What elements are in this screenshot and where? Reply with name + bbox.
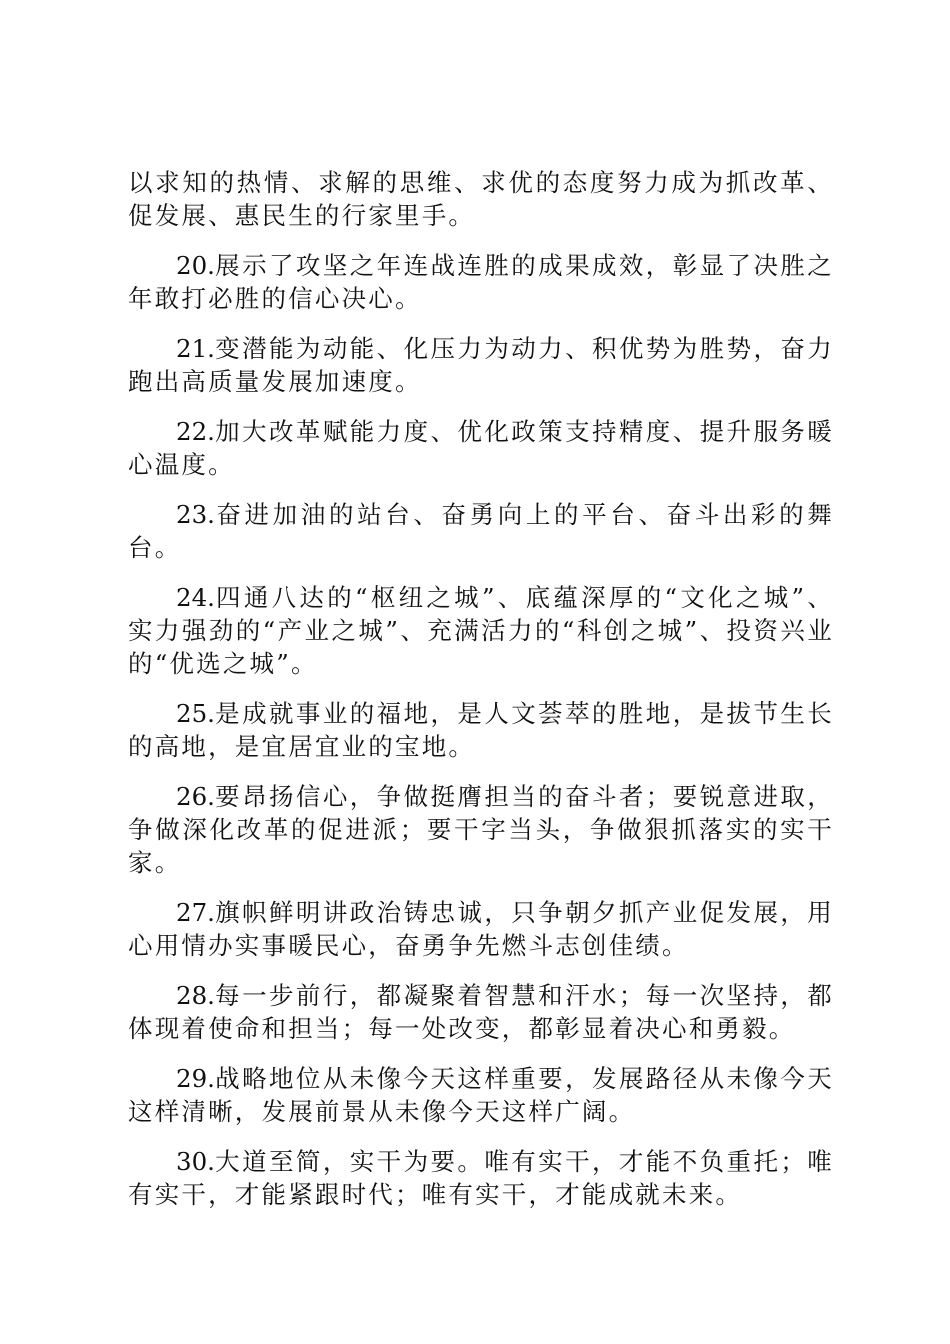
- paragraph-21: [128, 332, 834, 398]
- paragraph-28: [128, 979, 834, 1045]
- paragraph-30: [128, 1145, 834, 1211]
- paragraph-number: 21.: [176, 334, 215, 363]
- paragraph-19-continuation: [128, 166, 834, 232]
- paragraph-text: 加大改革赋能力度、优化政策支持精度、提升服务暖心温度。: [128, 417, 834, 479]
- paragraph-number: 27.: [176, 898, 215, 927]
- paragraph-text: 旗帜鲜明讲政治铸忠诚，只争朝夕抓产业促发展，用心用情办实事暖民心，奋勇争先燃斗志创佳绩。: [128, 898, 834, 960]
- paragraph-text: 每一步前行，都凝聚着智慧和汗水；每一次坚持，都体现着使命和担当；每一处改变，都彰显着决心和勇毅。: [128, 981, 834, 1043]
- paragraph-text: 以求知的热情、求解的思维、求优的态度努力成为抓改革、促发展、惠民生的行家里手。: [128, 168, 834, 230]
- paragraph-24: [128, 581, 834, 680]
- paragraph-text: 要昂扬信心，争做挺膺担当的奋斗者；要锐意进取，争做深化改革的促进派；要干字当头，争做狠抓落实的实干家。: [128, 782, 834, 877]
- paragraph-text: 战略地位从未像今天这样重要，发展路径从未像今天这样清晰，发展前景从未像今天这样广阔。: [128, 1064, 834, 1126]
- paragraph-text: 奋进加油的站台、奋勇向上的平台、奋斗出彩的舞台。: [128, 500, 834, 562]
- paragraph-text: 展示了攻坚之年连战连胜的成果成效，彰显了决胜之年敢打必胜的信心决心。: [128, 251, 834, 313]
- paragraph-number: 25.: [176, 699, 215, 728]
- paragraph-22: [128, 415, 834, 481]
- paragraph-number: 20.: [176, 251, 215, 280]
- paragraph-number: 29.: [176, 1064, 215, 1093]
- paragraph-number: 30.: [176, 1147, 215, 1176]
- paragraph-text: 是成就事业的福地，是人文荟萃的胜地，是拔节生长的高地，是宜居宜业的宝地。: [128, 699, 834, 761]
- paragraph-number: 28.: [176, 981, 215, 1010]
- paragraph-number: 23.: [176, 500, 215, 529]
- document-body: [128, 166, 834, 1228]
- paragraph-25: [128, 697, 834, 763]
- paragraph-number: 22.: [176, 417, 215, 446]
- paragraph-26: [128, 780, 834, 879]
- paragraph-20: [128, 249, 834, 315]
- paragraph-23: [128, 498, 834, 564]
- paragraph-text: 变潜能为动能、化压力为动力、积优势为胜势，奋力跑出高质量发展加速度。: [128, 334, 834, 396]
- paragraph-text: 大道至简，实干为要。唯有实干，才能不负重托；唯有实干，才能紧跟时代；唯有实干，才能成就未来。: [128, 1147, 834, 1209]
- paragraph-29: [128, 1062, 834, 1128]
- paragraph-number: 24.: [176, 583, 215, 612]
- paragraph-text: 四通八达的“枢纽之城”、底蕴深厚的“文化之城”、实力强劲的“产业之城”、充满活力的“科创之城”、投资兴业的“优选之城”。: [128, 583, 834, 678]
- paragraph-number: 26.: [176, 782, 215, 811]
- paragraph-27: [128, 896, 834, 962]
